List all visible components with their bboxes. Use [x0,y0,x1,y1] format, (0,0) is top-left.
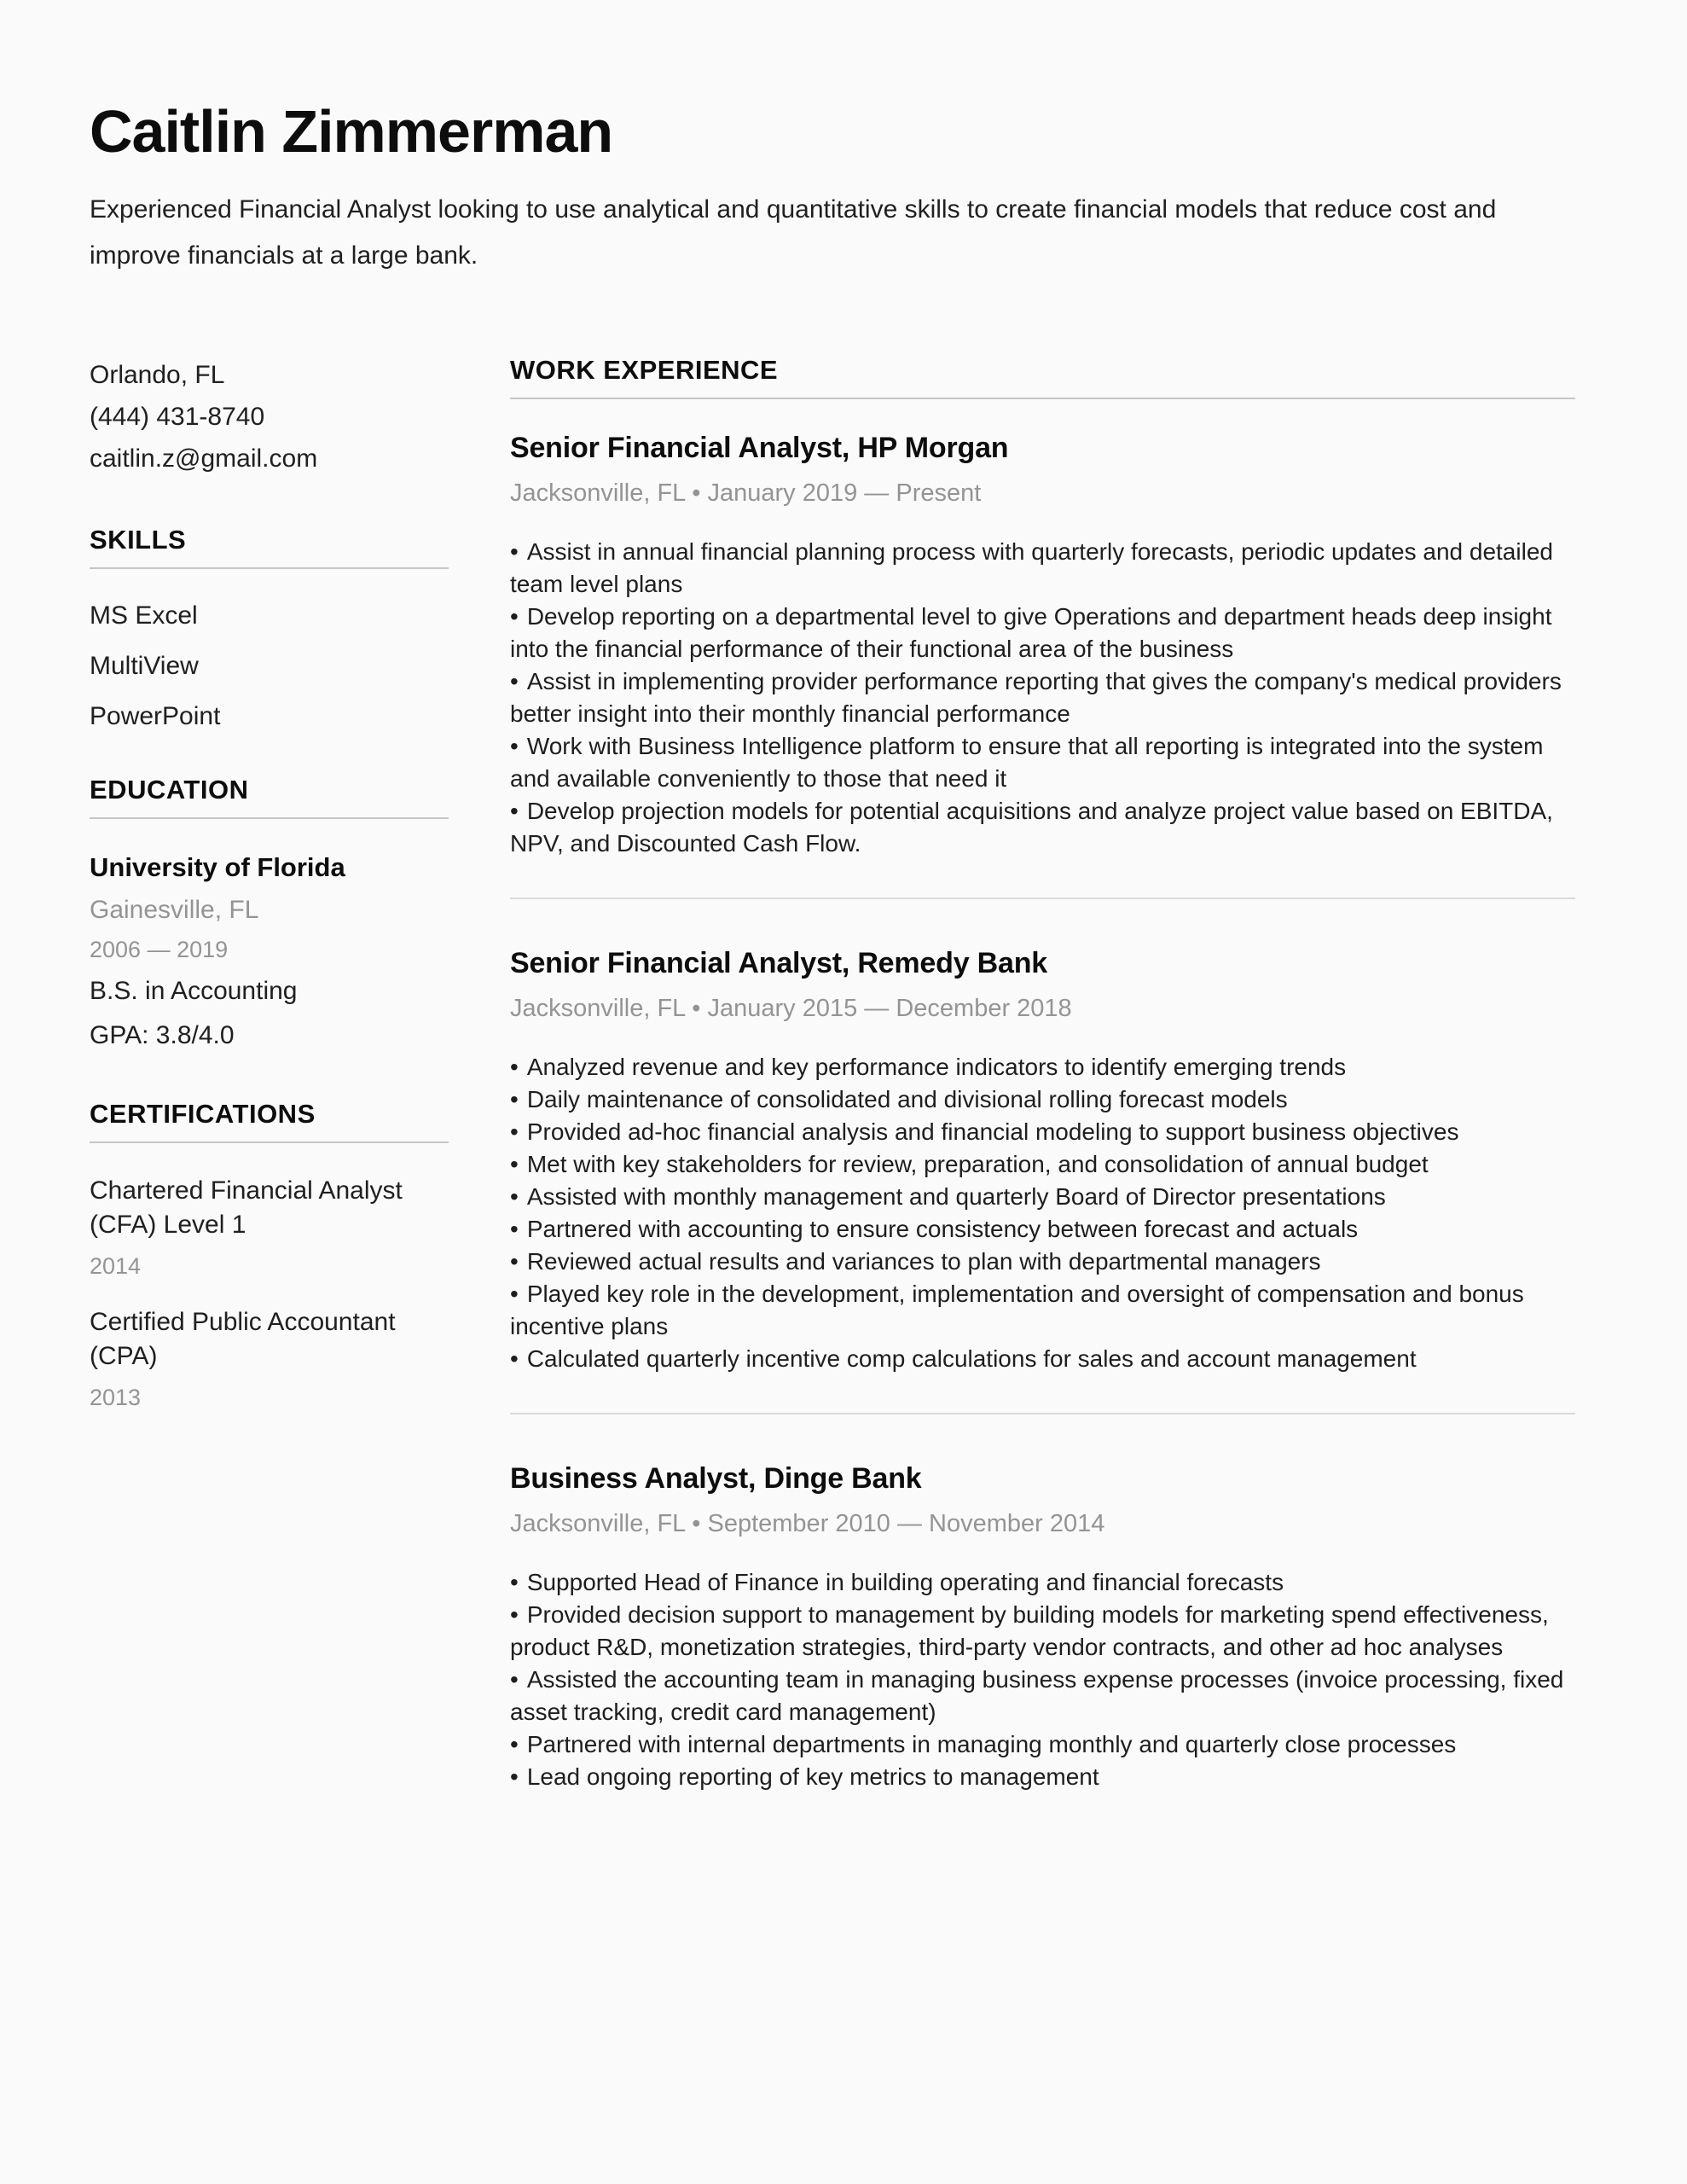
resume-header [90,98,1575,279]
bullet-text: Work with Business Intelligence platform to ensure that all reporting is integrated into the system and available conveniently to those that need it [510,732,1544,792]
bullet-text: Supported Head of Finance in building operating and financial forecasts [526,1568,1284,1595]
bullet-item [510,1728,1575,1761]
resume-columns [90,354,1575,1831]
bullet-item [510,1083,1575,1116]
certification-item [90,1174,449,1280]
bullet-text: Met with key stakeholders for review, preparation, and consolidation of annual budget [526,1150,1429,1177]
job-bullets [510,1566,1575,1793]
bullet-glyph: • [510,1730,519,1757]
bullet-item [510,1664,1575,1728]
bullet-glyph: • [510,1247,519,1275]
bullet-glyph: • [510,1085,519,1112]
bullet-item [510,795,1575,860]
job-title: Senior Financial Analyst, HP Morgan [510,431,1009,464]
contact-phone: (444) 431-8740 [90,402,265,431]
school-name: University of Florida [90,852,345,883]
bullet-glyph: • [510,1568,519,1595]
skills-heading: SKILLS [90,524,449,569]
bullet-glyph: • [510,1118,519,1145]
bullet-text: Reviewed actual results and variances to plan with departmental managers [526,1247,1321,1275]
certifications-heading: CERTIFICATIONS [90,1098,449,1143]
bullet-item [510,1213,1575,1246]
job-entry [510,947,1575,1414]
bullet-item [510,1566,1575,1599]
bullet-text: Calculated quarterly incentive comp calculations for sales and account management [526,1345,1417,1372]
skill-item: MultiView [90,651,199,680]
certification-name: Chartered Financial Analyst (CFA) Level 1 [90,1176,403,1239]
bullet-glyph: • [510,1150,519,1177]
bullet-text: Develop projection models for potential acquisitions and analyze project value based on EBITDA, NPV, and Discounted Cash Flow. [510,797,1553,857]
job-entry [510,1462,1575,1831]
skills-section [90,524,449,729]
bullet-text: Partnered with internal departments in managing monthly and quarterly close processes [526,1730,1457,1757]
bullet-glyph: • [510,1763,519,1790]
bullet-glyph: • [510,667,519,694]
job-meta: Jacksonville, FL • January 2019 — Present [510,479,982,508]
certification-item [90,1305,449,1411]
contact-location: Orlando, FL [90,360,225,389]
bullet-glyph: • [510,732,519,759]
bullet-item [510,536,1575,601]
bullet-item [510,1116,1575,1148]
certifications-section [90,1098,449,1412]
job-meta: Jacksonville, FL • January 2015 — December 2018 [510,994,1072,1022]
skills-list [90,603,449,729]
sidebar [90,354,449,1831]
contact-block [90,354,449,479]
bullet-item [510,1599,1575,1664]
bullet-text: Daily maintenance of consolidated and divisional rolling forecast models [526,1085,1288,1112]
bullet-text: Assisted with monthly management and quarterly Board of Director presentations [526,1182,1386,1210]
bullet-text: Provided decision support to management by building models for marketing spend effectiveness, product R&D, monetization strategies, third-party vendor contracts, and other ad hoc analyses [510,1600,1549,1660]
bullet-glyph: • [510,1665,519,1693]
skill-item: MS Excel [90,601,198,630]
bullet-text: Analyzed revenue and key performance indicators to identify emerging trends [526,1053,1347,1080]
job-bullets [510,1051,1575,1375]
job-meta: Jacksonville, FL • September 2010 — November 2014 [510,1509,1105,1537]
bullet-text: Played key role in the development, implementation and oversight of compensation and bonus incentive plans [510,1280,1524,1339]
bullet-text: Partnered with accounting to ensure consistency between forecast and actuals [526,1215,1359,1242]
bullet-text: Provided ad-hoc financial analysis and financial modeling to support business objectives [526,1118,1459,1145]
bullet-glyph: • [510,797,519,824]
degree: B.S. in Accounting [90,976,298,1005]
gpa: GPA: 3.8/4.0 [90,1021,235,1050]
school-location: Gainesville, FL [90,896,259,925]
bullet-item [510,1051,1575,1083]
bullet-text: Assist in annual financial planning process with quarterly forecasts, periodic updates and detailed team level plans [510,537,1553,597]
bullet-item [510,1278,1575,1343]
certification-year: 2013 [90,1385,142,1411]
bullet-item [510,665,1575,730]
bullet-glyph: • [510,537,519,565]
bullet-text: Assist in implementing provider performance reporting that gives the company's medical providers better insight into their monthly financial performance [510,667,1562,727]
education-heading: EDUCATION [90,774,449,819]
bullet-item [510,1148,1575,1181]
bullet-item [510,730,1575,795]
contact-email: caitlin.z@gmail.com [90,444,318,473]
bullet-glyph: • [510,1215,519,1242]
skill-item: PowerPoint [90,701,221,730]
job-title: Business Analyst, Dinge Bank [510,1461,922,1495]
job-entry [510,432,1575,899]
bullet-item [510,1181,1575,1213]
summary-text: Experienced Financial Analyst looking to use analytical and quantitative skills to create financial models that reduce cost and improve financials at a large bank. [90,195,1497,270]
education-section [90,774,449,1054]
bullet-item [510,601,1575,665]
bullet-item [510,1761,1575,1793]
bullet-glyph: • [510,1345,519,1372]
bullet-glyph: • [510,1280,519,1307]
bullet-glyph: • [510,602,519,630]
bullet-text: Assisted the accounting team in managing business expense processes (invoice processing, fixed asset tracking, credit card management) [510,1665,1564,1725]
certification-name: Certified Public Accountant (CPA) [90,1308,396,1371]
school-dates: 2006 — 2019 [90,937,229,963]
certification-year: 2014 [90,1252,142,1279]
job-bullets [510,536,1575,860]
bullet-glyph: • [510,1182,519,1210]
bullet-text: Lead ongoing reporting of key metrics to management [526,1763,1099,1790]
bullet-glyph: • [510,1600,519,1628]
bullet-item [510,1343,1575,1375]
bullet-text: Develop reporting on a departmental level to give Operations and department heads deep insight into the financial performance of their functional area of the business [510,602,1552,662]
job-title: Senior Financial Analyst, Remedy Bank [510,946,1047,979]
work-experience-section [510,354,1575,1831]
bullet-glyph: • [510,1053,519,1080]
work-experience-heading: WORK EXPERIENCE [510,354,1575,399]
candidate-name: Caitlin Zimmerman [90,98,613,165]
bullet-item [510,1246,1575,1278]
